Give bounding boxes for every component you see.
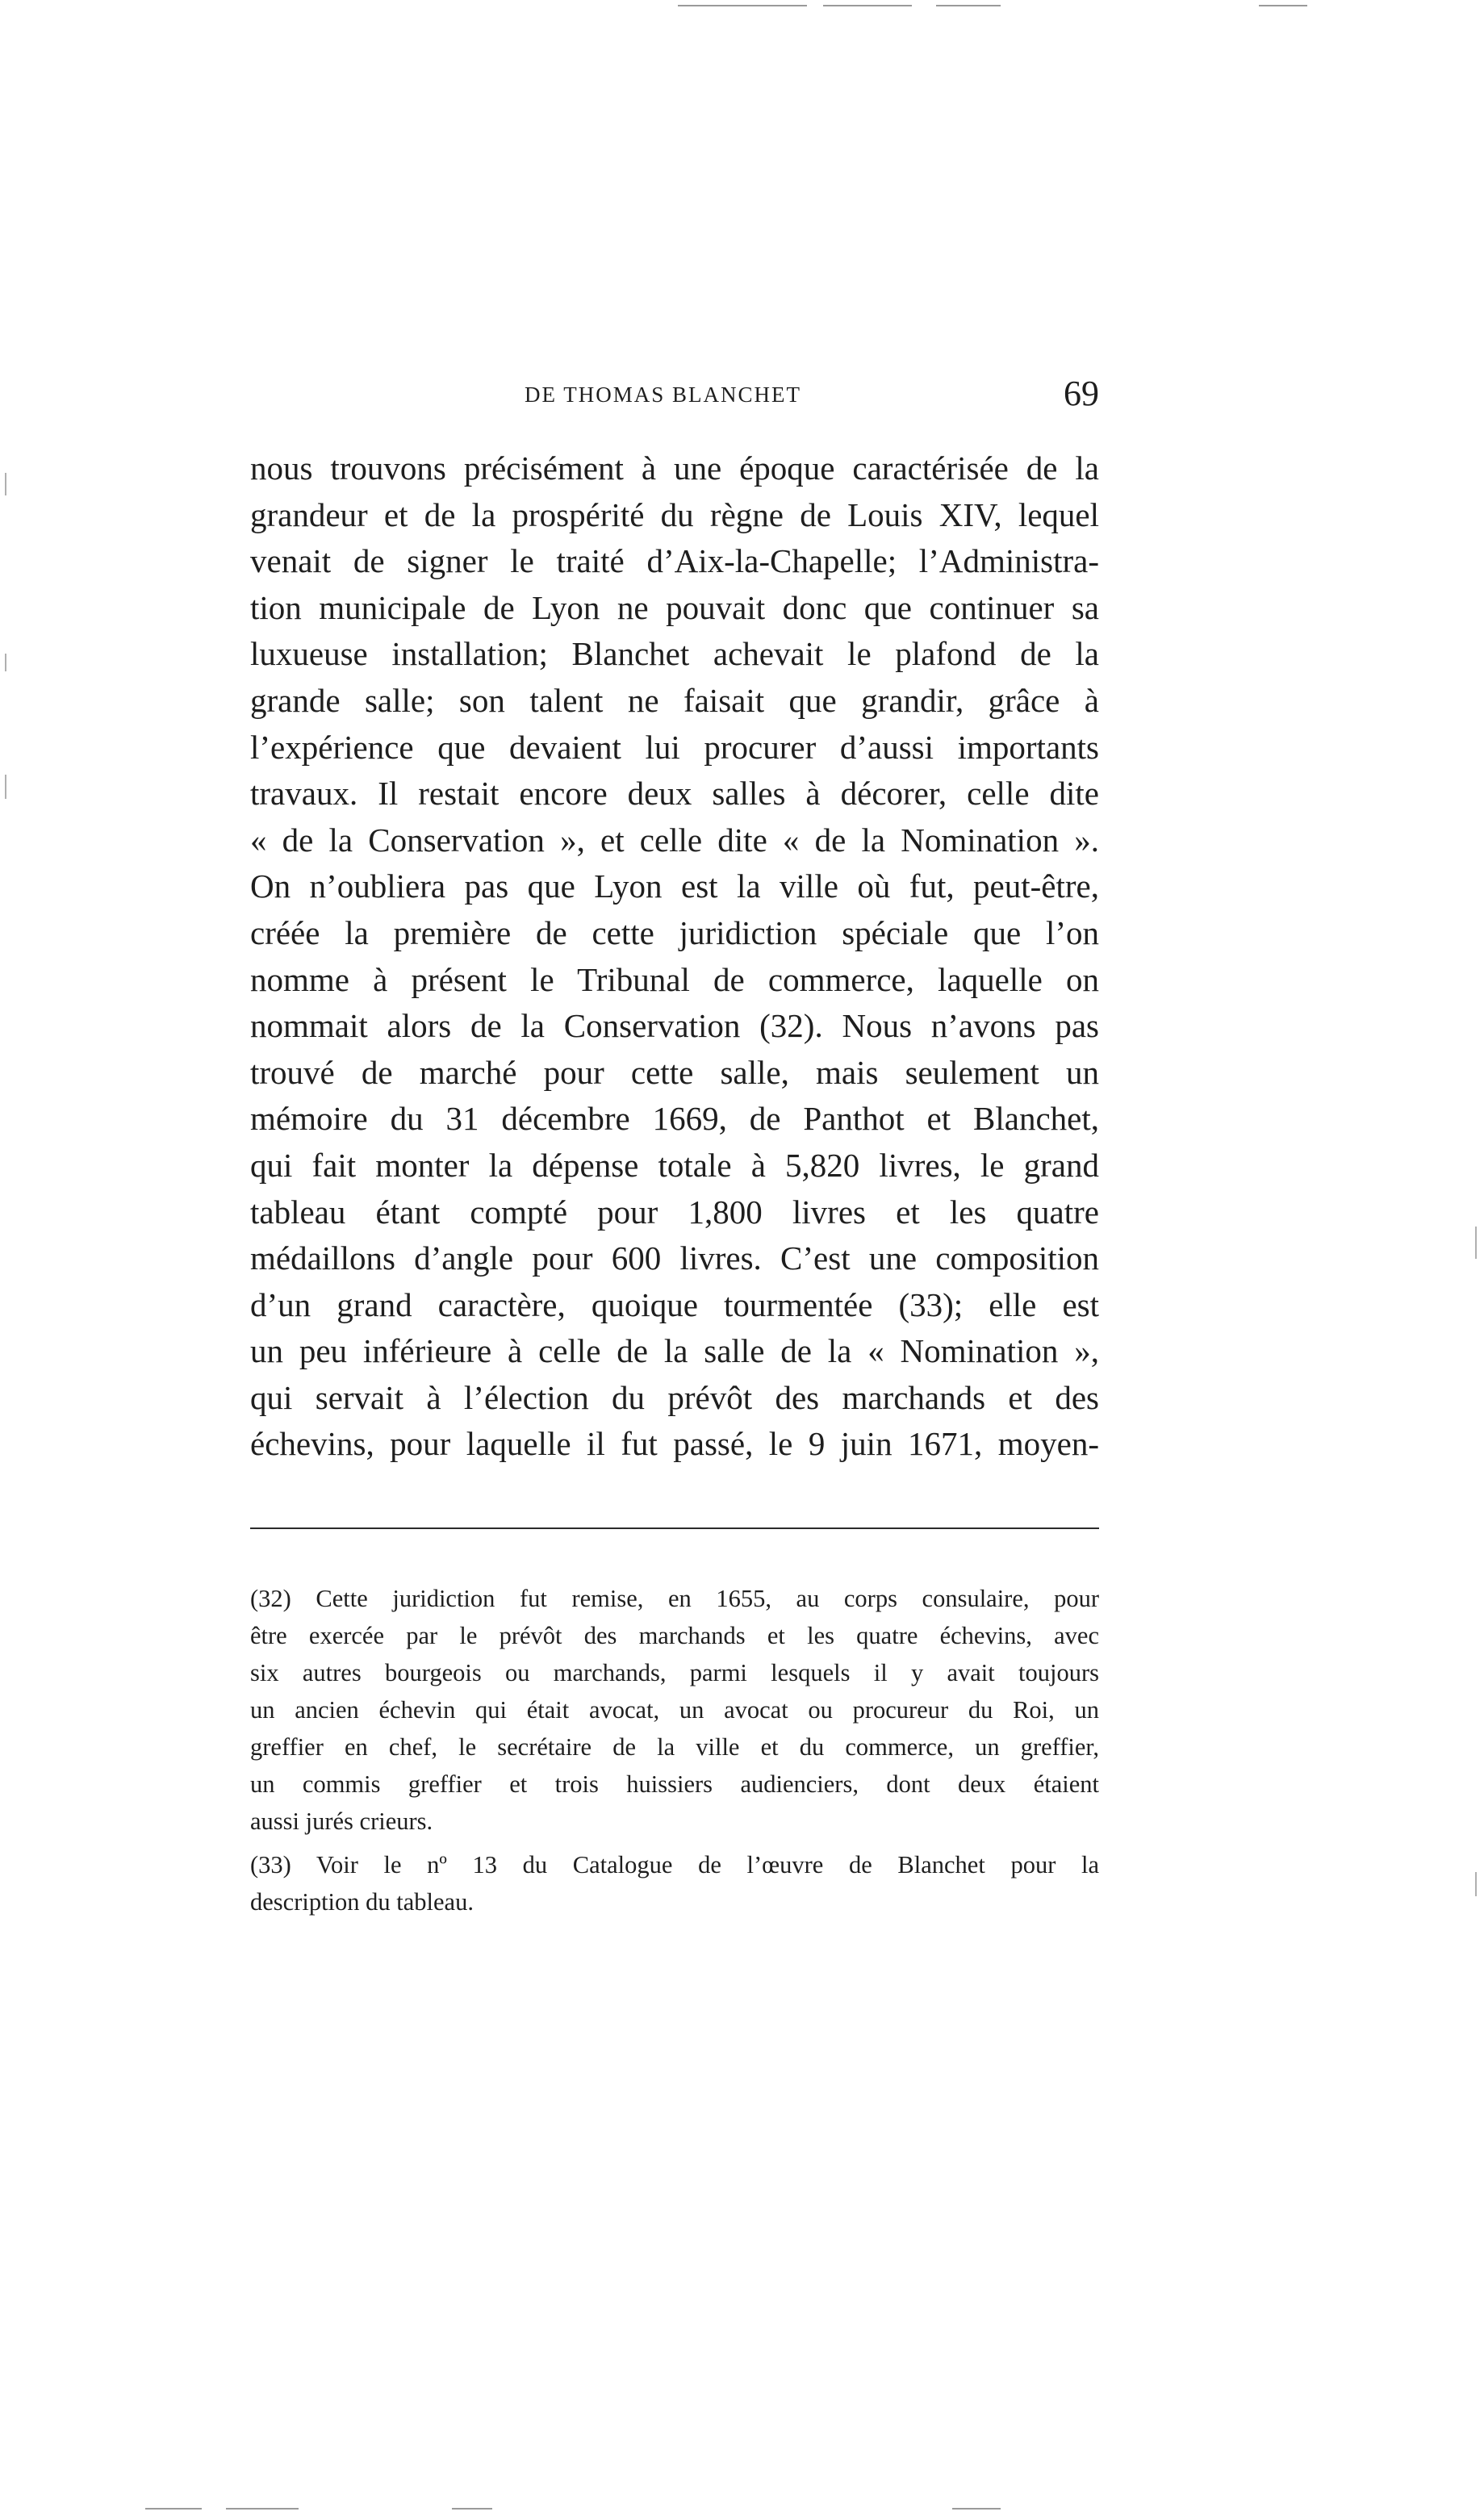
running-title: DE THOMAS BLANCHET xyxy=(525,382,802,407)
footnote-line: greffier en chef, le secrétaire de la ville et du commerce, un greffier, xyxy=(250,1733,1099,1761)
body-line: médaillons d’angle pour 600 livres. C’est une composition xyxy=(250,1239,1099,1277)
footnote-line: être exercée par le prévôt des marchands et les quatre échevins, avec xyxy=(250,1622,1099,1649)
footnote-line: un commis greffier et trois huissiers audienciers, dont deux étaient xyxy=(250,1770,1099,1798)
body-line: l’expérience que devaient lui procurer d’aussi importants xyxy=(250,728,1099,766)
scan-artifact-top-2 xyxy=(823,5,912,6)
body-line: luxueuse installation; Blanchet achevait le plafond de la xyxy=(250,635,1099,673)
body-line: venait de signer le traité d’Aix-la-Chapelle; l’Administra- xyxy=(250,542,1099,580)
footnote-line: (32) Cette juridiction fut remise, en 1655, au corps consulaire, pour xyxy=(250,1585,1099,1612)
body-text xyxy=(250,445,1099,1468)
footnote-rule xyxy=(250,1527,1099,1529)
body-line: trouvé de marché pour cette salle, mais seulement un xyxy=(250,1053,1099,1091)
footnote-33 xyxy=(250,1846,1099,1920)
body-line: un peu inférieure à celle de la salle de la « Nomination », xyxy=(250,1332,1099,1370)
body-line: mémoire du 31 décembre 1669, de Panthot et Blanchet, xyxy=(250,1100,1099,1138)
body-line: nous trouvons précisément à une époque caractérisée de la xyxy=(250,449,1099,487)
footnote-32 xyxy=(250,1580,1099,1840)
scan-artifact-left-2 xyxy=(5,654,6,671)
body-line: tableau étant compté pour 1,800 livres et les quatre xyxy=(250,1193,1099,1231)
body-line: d’un grand caractère, quoique tourmentée (33); elle est xyxy=(250,1285,1099,1323)
footnote-line: (33) Voir le nº 13 du Catalogue de l’œuvre de Blanchet pour la xyxy=(250,1851,1099,1879)
scan-artifact-bottom-3 xyxy=(452,2508,492,2510)
body-line: échevins, pour laquelle il fut passé, le 9 juin 1671, moyen- xyxy=(250,1425,1099,1463)
scan-artifact-top-3 xyxy=(936,5,1001,6)
scan-artifact-left-1 xyxy=(5,473,6,495)
scan-artifact-right-1 xyxy=(1475,1227,1477,1259)
body-line: nomme à présent le Tribunal de commerce, laquelle on xyxy=(250,960,1099,998)
body-line: grandeur et de la prospérité du règne de Louis XIV, lequel xyxy=(250,495,1099,533)
scan-artifact-top-4 xyxy=(1259,5,1307,6)
body-line: On n’oubliera pas que Lyon est la ville où fut, peut-être, xyxy=(250,867,1099,905)
body-line: tion municipale de Lyon ne pouvait donc que continuer sa xyxy=(250,588,1099,626)
scan-artifact-bottom-2 xyxy=(226,2508,299,2510)
scan-artifact-bottom-1 xyxy=(145,2508,202,2510)
footnotes xyxy=(250,1580,1099,1920)
running-head xyxy=(250,374,1099,420)
body-line: travaux. Il restait encore deux salles à décorer, celle dite xyxy=(250,775,1099,813)
body-line: grande salle; son talent ne faisait que grandir, grâce à xyxy=(250,681,1099,719)
footnote-line: aussi jurés crieurs. xyxy=(250,1807,433,1835)
footnote-line: description du tableau. xyxy=(250,1888,474,1916)
footnote-line: un ancien échevin qui était avocat, un avocat ou procureur du Roi, un xyxy=(250,1696,1099,1724)
scan-artifact-right-2 xyxy=(1475,1872,1477,1896)
body-line: nommait alors de la Conservation (32). Nous n’avons pas xyxy=(250,1007,1099,1045)
body-line: créée la première de cette juridiction spéciale que l’on xyxy=(250,913,1099,951)
scan-artifact-left-3 xyxy=(5,775,6,799)
body-line: qui fait monter la dépense totale à 5,820 livres, le grand xyxy=(250,1146,1099,1184)
scan-artifact-top-1 xyxy=(678,5,807,6)
body-line: qui servait à l’élection du prévôt des marchands et des xyxy=(250,1378,1099,1416)
page-number: 69 xyxy=(1064,374,1099,413)
scan-artifact-bottom-4 xyxy=(952,2508,1001,2510)
body-line: « de la Conservation », et celle dite « de la Nomination ». xyxy=(250,821,1099,859)
footnote-line: six autres bourgeois ou marchands, parmi lesquels il y avait toujours xyxy=(250,1659,1099,1686)
